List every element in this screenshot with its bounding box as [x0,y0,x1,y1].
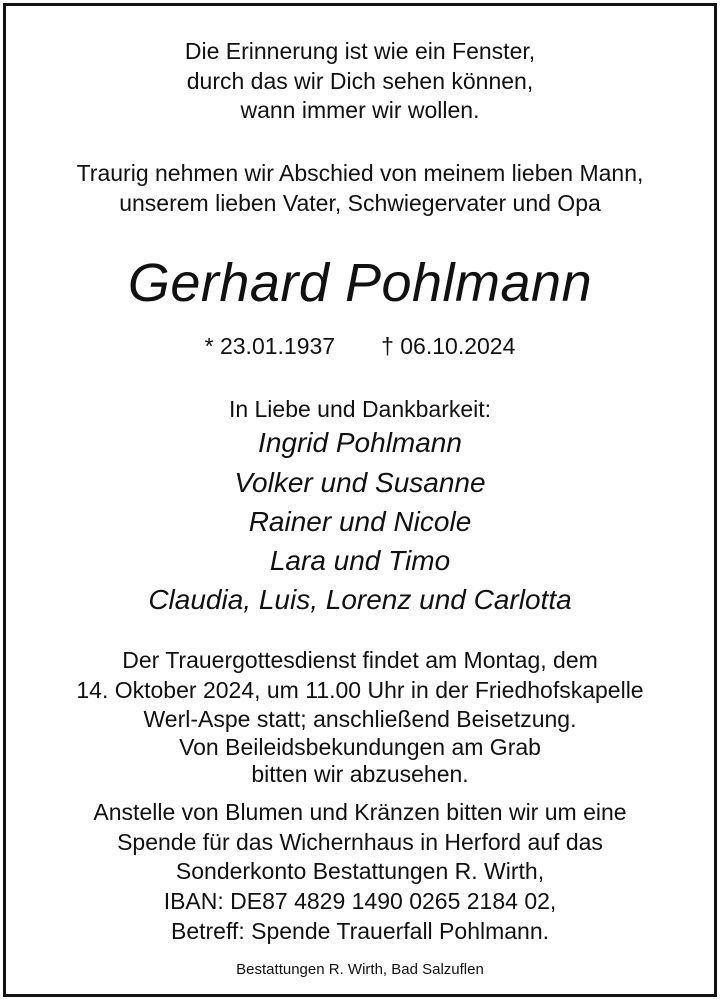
thanks-heading: In Liebe und Dankbarkeit: [228,396,492,422]
family-member: Ingrid Pohlmann [258,427,462,458]
service-line: Der Trauergottesdienst findet am Montag, dem [122,647,598,673]
poem-line: wann immer wir wollen. [240,97,480,123]
life-dates [0,333,720,360]
donation-line: Betreff: Spende Trauerfall Pohlmann. [170,918,550,944]
family-member: Volker und Susanne [234,467,486,498]
poem-line: Die Erinnerung ist wie ein Fenster, [184,38,536,64]
service-line: bitten wir abzusehen. [251,761,469,787]
donation-line: Anstelle von Blumen und Kränzen bitten wir um eine [93,799,627,825]
poem-line: durch das wir Dich sehen können, [186,68,534,94]
service-line: Von Beileidsbekundungen am Grab [179,734,541,760]
donation-line: Spende für das Wichernhaus in Herford auf das [117,829,603,855]
intro-line: unserem lieben Vater, Schwiegervater und Opa [119,190,601,216]
service-line: 14. Oktober 2024, um 11.00 Uhr in der Friedhofskapelle [76,677,644,703]
donation-line: IBAN: DE87 4829 1490 0265 2184 02, [163,888,557,914]
death-date: † 06.10.2024 [381,333,516,359]
family-member: Rainer und Nicole [248,506,472,537]
intro-line: Traurig nehmen wir Abschied von meinem lieben Mann, [76,160,644,186]
funeral-home-credit: Bestattungen R. Wirth, Bad Salzuflen [236,961,484,978]
birth-date: * 23.01.1937 [204,333,336,359]
service-line: Werl-Aspe statt; anschließend Beisetzung. [143,706,577,732]
family-member: Claudia, Luis, Lorenz und Carlotta [148,584,572,615]
donation-line: Sonderkonto Bestattungen R. Wirth, [175,858,545,884]
family-member: Lara und Timo [269,545,451,576]
deceased-name: Gerhard Pohlmann [127,253,593,313]
